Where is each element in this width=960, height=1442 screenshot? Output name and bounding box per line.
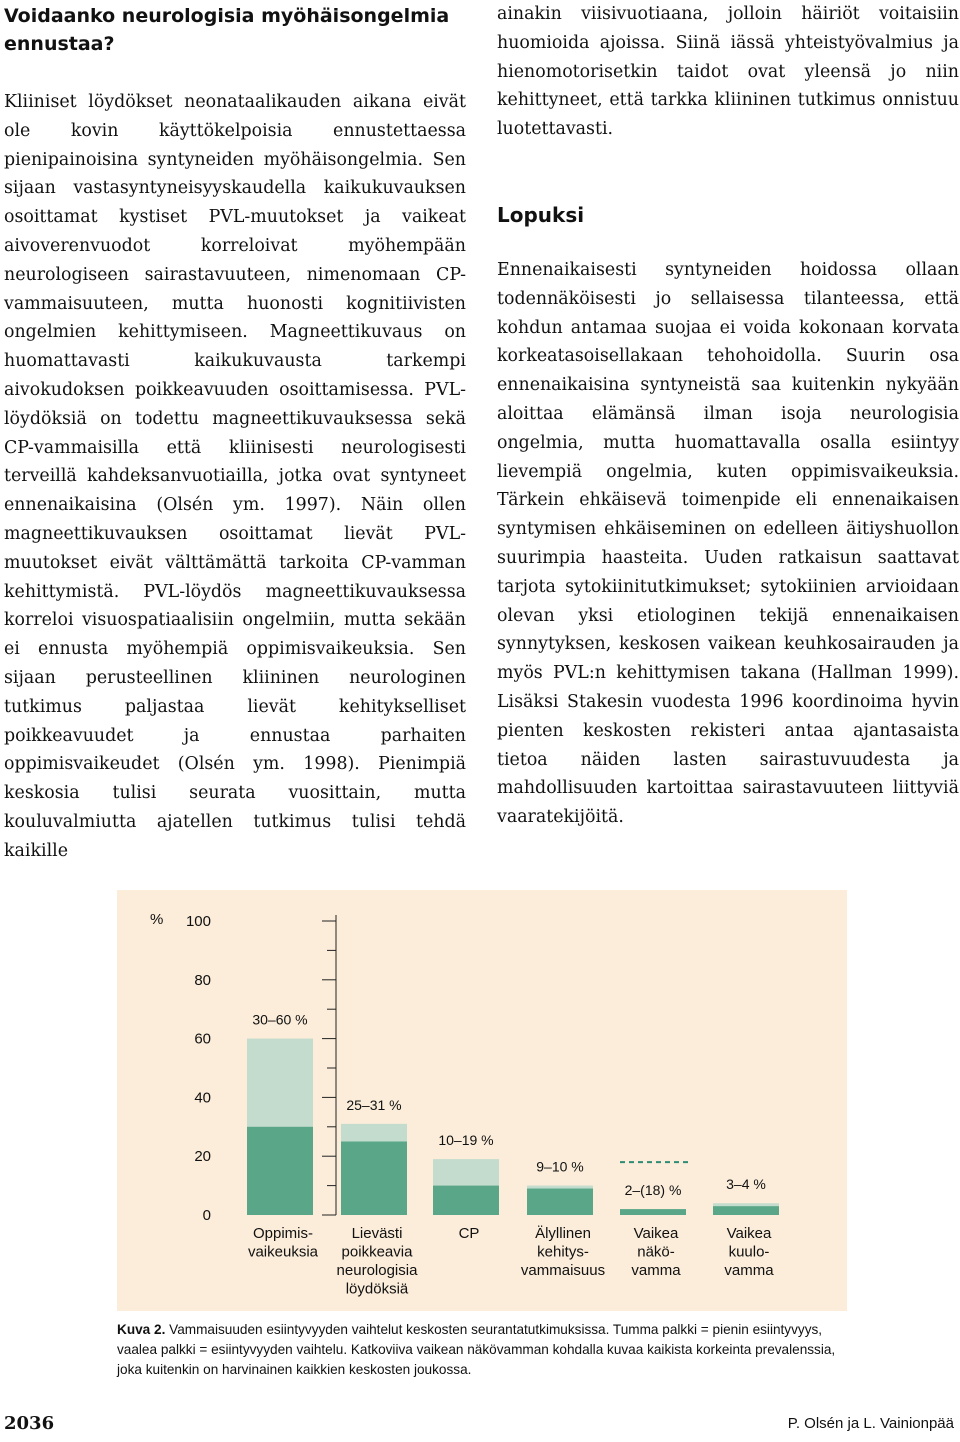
bar-range-label: 9–10 % — [536, 1158, 584, 1175]
bar-range-label: 2–(18) % — [624, 1182, 682, 1199]
body-paragraph-conclusion: Ennenaikaisesti syntyneiden hoidossa ollaan todennäköisesti jo sellaisessa tilanteessa, että kohdun antamaa suojaa ei voida kokonaan korvata korkeatasoisellakaan tehohoidolla. Suurin osa ennenaikaisina syntyneistä saa kuitenkin nykyään aloittaa elämänsä ilman isoja neurologisia ongelmia, mutta huomattavalla osalla esiintyy lievempiä ongelmia, kuten oppimisvaikeuksia. Tärkein ehkäisevä toimenpide eli ennenaikaisen syntymisen ehkäiseminen on edelleen äitiyshuollon suurimpia haasteita. Uuden ratkaisun saattavat tarjota sytokiinitutkimukset; sytokiinien arvioidaan olevan yksi etiologinen tekijä ennenaikaisen synnytyksen, keskosen vaikean keuhkosairauden ja myös PVL:n kehittymisen takana (Hallman 1999). Lisäksi Stakesin vuodesta 1996 koordinoima hyvin pienten keskosten rekisteri antaa ajantasaista tietoa näiden lasten sairastuvuudesta ja mahdollisuuden kartoittaa sairastavuuteen liittyviä vaaratekijöitä. — [497, 259, 959, 828]
bar-minimum — [247, 1127, 313, 1215]
y-tick-label: 20 — [194, 1148, 211, 1166]
prevalence-bar-chart — [117, 890, 847, 1311]
category-label: Vaikea kuulo-vamma — [724, 1225, 774, 1279]
body-paragraph-right-continued: ainakin viisivuotiaana, jolloin häiriöt voitaisiin huomioida ajoissa. Siinä iässä yhteistyövalmius ja hienomotorisetkin taidot ovat yleensä jo niin kehittyneet, että tarkka kliininen tutkimus onnistuu luotettavasti. — [497, 4, 959, 140]
bar-minimum — [341, 1142, 407, 1216]
category-label: Oppimis-vaikeuksia — [247, 1225, 319, 1261]
y-axis-unit-label: % — [150, 911, 164, 928]
category-label: Vaikea näkö-vamma — [631, 1225, 681, 1279]
page-number: 2036 — [4, 1413, 55, 1434]
y-tick-label: 100 — [185, 913, 211, 930]
figure-caption-label: Kuva 2. — [117, 1322, 166, 1337]
figure-panel — [117, 890, 847, 1311]
y-tick-label: 0 — [202, 1207, 211, 1224]
section-heading-prediction: Voidaanko neurologisia myöhäisongelmia ennustaa? — [4, 5, 450, 55]
bar-minimum — [527, 1189, 593, 1215]
y-tick-label: 60 — [194, 1030, 211, 1048]
right-column — [497, 0, 959, 832]
bar-minimum — [433, 1186, 499, 1215]
figure-caption-text: Vammaisuuden esiintyvyyden vaihtelut keskosten seurantatutkimuksissa. Tumma palkki = pienin esiintyvyys, vaalea palkki = esiintyvyyden vaihtelu. Katkoviiva vaikean näkövamman kohdalla kuvaa kaikista korkeinta prevalenssia, joka kuitenkin on harvinainen kaikkien keskosten joukossa. — [117, 1322, 836, 1377]
category-label: Älyllinen kehitys-vammaisuus — [520, 1225, 606, 1279]
bar-range-label: 30–60 % — [252, 1011, 308, 1028]
figure-caption — [117, 1320, 847, 1380]
left-column — [4, 0, 466, 866]
category-label: Lievästi poikkeavia neurologisia löydöksiä — [336, 1225, 418, 1298]
category-label: CP — [458, 1225, 480, 1242]
bar-range-label: 10–19 % — [438, 1132, 494, 1149]
bar-minimum — [620, 1209, 686, 1215]
section-heading-conclusion: Lopuksi — [497, 202, 585, 227]
bar-range-label: 25–31 % — [346, 1096, 402, 1113]
running-footer-authors: P. Olsén ja L. Vainionpää — [787, 1415, 954, 1432]
y-tick-label: 80 — [194, 971, 211, 989]
y-tick-label: 40 — [194, 1089, 211, 1107]
body-paragraph-left: Kliiniset löydökset neonataalikauden aikana eivät ole kovin käyttökelpoisia ennustettaessa pienipainoisina syntyneiden myöhäisongelmia. Sen sijaan vastasyntyneisyyskaudella kaikukuvauksen osoittamat kystiset PVL-muutokset ja vaikeat aivoverenvuodot korreloivat myöhempään neurologiseen sairastavuuteen, nimenomaan CP-vammaisuuteen, mutta huonosti kognitiivisten ongelmien kehittymiseen. Magneettikuvaus on huomattavasti kaikukuvausta tarkempi aivokudoksen poikkeavuuden osoittamisessa. PVL-löydöksiä on todettu magneettikuvauksessa sekä CP-vammaisilla että kliinisesti neurologisesti terveillä kahdeksanvuotiailla, jotka ovat syntyneet ennenaikaisina (Olsén ym. 1997). Näin ollen magneettikuvauksen osoittamat lievät PVL-muutokset eivät välttämättä tarkoita CP-vamman kehittymistä. PVL-löydös magneettikuvauksessa korreloi visuospatiaalisiin ongelmiin, mutta sekään ei ennusta myöhempiä oppimisvaikeuksia. Sen sijaan perusteellinen kliininen neurologinen tutkimus paljastaa lievät kehitykselliset poikkeavuudet ja ennustaa parhaiten oppimisvaikeudet (Olsén ym. 1998). Pienimpiä keskosia tulisi seurata vuosittain, mutta kouluvalmiutta ajatellen tutkimus tulisi tehdä kaikille — [4, 92, 466, 861]
bar-range-label: 3–4 % — [726, 1176, 766, 1193]
bar-minimum — [713, 1206, 779, 1215]
